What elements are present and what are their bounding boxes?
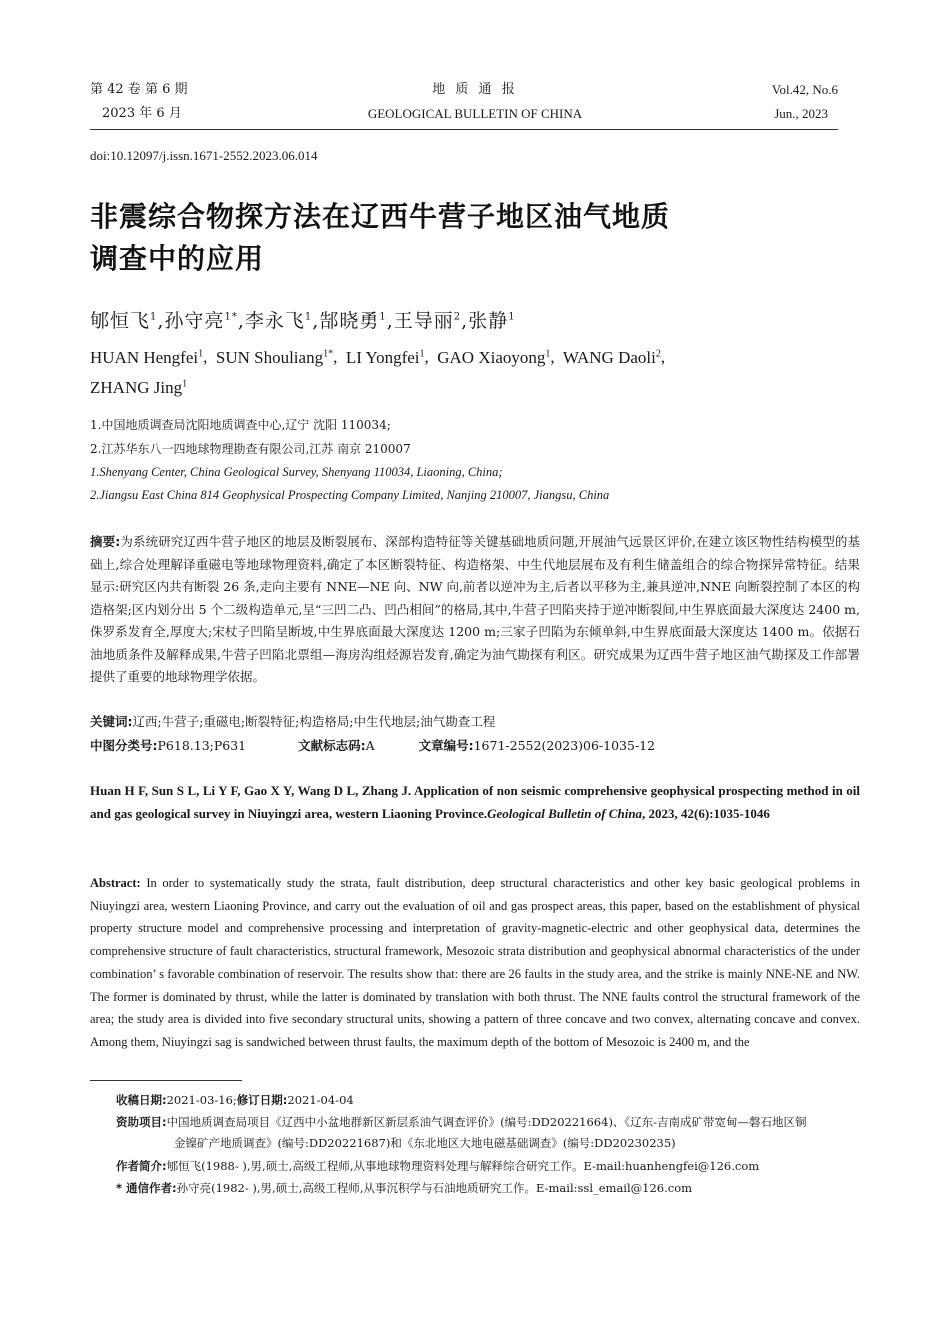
doc-code-label: 文献标志码: [298,738,366,753]
footnote-divider [90,1080,242,1081]
received-value: 2021-03-16; [166,1093,237,1107]
header-volume: 第 42 卷 第 6 期 [90,82,188,97]
author-cn: 李永飞$^1$ [244,310,313,332]
author-bio-label: 作者简介: [116,1159,167,1173]
footnote-corresponding [116,1178,866,1199]
authors-en: HUAN Hengfei$^1$, SUN Shouliang$^{1*}$, LI Yongfei$^1$, GAO Xiaoyong$^1$, WANG Daoli$^2$, ZHANG Jing$^1$ [90,347,666,398]
keywords [90,711,860,734]
funding-line-2: 金镍矿产地质调查》(编号:DD20221687)和《东北地区大地电磁基础调查》(编号:DD20230235) [174,1136,676,1150]
received-label: 收稿日期: [116,1093,167,1107]
doi[interactable]: doi:10.12097/j.issn.1671-2552.2023.06.014 [90,148,318,163]
corresponding-label: * 通信作者: [116,1181,177,1195]
article-id-value: 1671-2552(2023)06-1035-12 [473,738,656,753]
revised-label: 修订日期: [236,1093,288,1107]
citation-text: Huan H F, Sun S L, Li Y F, Gao X Y, Wang D L, Zhang J. Application of non seismic comprehensive geophysical prospecting method in oil and gas geological survey in Niuyingzi area, western Liaoning Province. [90,783,860,821]
author-cn: 王导丽$^2$ [393,310,462,332]
affiliation-en-2: 2.Jiangsu East China 814 Geophysical Prospecting Company Limited, Nanjing 210007, Jiangsu, China [90,488,610,502]
paper-title [90,196,670,280]
title-line-1: 非震综合物探方法在辽西牛营子地区油气地质 [90,200,671,233]
author-cn: 郜晓勇$^1$ [319,310,387,332]
author-cn: 孙守亮$^{1*}$ [164,310,238,332]
citation-tail: , 2023, 42(6):1035-1046 [642,805,770,821]
abstract-en-label: Abstract: [90,876,141,890]
abstract-cn-label: 摘要: [90,534,121,549]
footnote-funding [116,1112,866,1154]
footnote-author [116,1156,866,1177]
authors-cn: 郇恒飞$^1$,孙守亮$^{1*}$,李永飞$^1$,郜晓勇$^1$,王导丽$^2$,张静$^1$ [90,310,516,332]
author-cn: 张静$^1$ [468,310,516,332]
affiliation-cn-2: 2.江苏华东八一四地球物理勘查有限公司,江苏 南京 210007 [90,442,411,456]
clc-value: P618.13;P631 [157,738,247,753]
title-line-2: 调查中的应用 [90,242,265,275]
footnote-dates [116,1090,866,1111]
header-vol-en: Vol.42, No.6 [771,82,838,97]
revised-value: 2021-04-04 [287,1093,354,1107]
funding-line-1: 中国地质调查局项目《辽西中小盆地群新区新层系油气调查评价》(编号:DD20221664)、《辽东-吉南成矿带宽甸—磐石地区铜 [166,1115,807,1129]
header-date-cn: 2023 年 6 月 [102,106,182,121]
author-bio-value: 郇恒飞(1988- ),男,硕士,高级工程师,从事地球物理资料处理与解释综合研究工作。E-mail:huanhengfei@126.com [166,1159,760,1173]
author-en: GAO Xiaoyong$^1$ [437,347,551,367]
corresponding-value: 孙守亮(1982- ),男,硕士,高级工程师,从事沉积学与石油地质研究工作。E-mail:ssl_email@126.com [176,1181,693,1195]
abstract-cn [90,531,860,689]
author-en: WANG Daoli$^2$ [562,347,661,367]
author-en: LI Yongfei$^1$ [345,347,425,367]
funding-label: 资助项目: [116,1115,167,1129]
keywords-text: 辽西;牛营子;重磁电;断裂特征;构造格局;中生代地层;油气勘查工程 [132,714,496,729]
keywords-label: 关键词: [90,714,133,729]
header-journal-cn: 地 质 通 报 [432,82,518,97]
article-id-label: 文章编号: [418,738,474,753]
author-en: ZHANG Jing$^1$ [90,378,188,398]
author-cn: 郇恒飞$^1$ [90,310,158,332]
abstract-en-text: In order to systematically study the strata, fault distribution, deep structural characteristics and other key basic geological problems in Niuyingzi area, western Liaoning Province, and carry out the evaluation of oil and gas prospect areas, this paper, based on the establishment of physical property structure model and comprehensive processing and interpretation of gravity-magnetic-electric and other geophysical data, determines the comprehensive structure of fault characteristics, structural framework, Mesozoic strata distribution and geophysical abnormal characteristics of the under combination’ s favorable combination of reservoir. The results show that: there are 26 faults in the study area, and the strike is mainly NNE-NE and NW. The former is dominated by thrust, while the latter is dominated by translation with both thrust. The NNE faults control the structural framework of the area; the study area is divided into five secondary structural units, showing a pattern of three concave and two convex, alternating concave and convex. Among them, Niuyingzi sag is sandwiched between thrust faults, the maximum depth of the bottom of Mesozoic is 2400 m, and the [90,876,860,1049]
header-divider [90,129,838,130]
abstract-cn-text: 为系统研究辽西牛营子地区的地层及断裂展布、深部构造特征等关键基础地质问题,开展油气远景区评价,在建立该区物性结构模型的基础上,综合处理解译重磁电等地球物理资料,确定了本区断裂特征、构造格架、中生代地层展布及有利生储盖组合的综合物探异常特征。结果显示:研究区内共有断裂 26 条,走向主要有 NNE—NE 向、NW 向,前者以逆冲为主,后者以平移为主,兼具逆冲,NNE 向断裂控制了本区的构造格架;区内划分出 5 个二级构造单元,呈“三凹二凸、凹凸相间”的格局,其中,牛营子凹陷夹持于逆冲断裂间,中生界底面最大深度达 2400 m,侏罗系发育全,厚度大;宋杖子凹陷呈断坡,中生界底面最大深度达 1200 m;三家子凹陷为东倾单斜,中生界底面最大深度达 1400 m。依据石油地质条件及解释成果,牛营子凹陷北票组—海房沟组烃源岩发育,确定为油气勘探有利区。研究成果为辽西牛营子地区油气勘探及工作部署提供了重要的地球物理学依据。 [90,534,861,684]
affiliation-cn-1: 1.中国地质调查局沈阳地质调查中心,辽宁 沈阳 110034; [90,418,391,432]
doc-code-value: A [365,738,375,753]
clc-label: 中图分类号: [90,738,158,753]
citation [90,780,860,825]
affiliation-en-1: 1.Shenyang Center, China Geological Survey, Shenyang 110034, Liaoning, China; [90,465,503,479]
header-date-en: Jun., 2023 [774,106,828,121]
abstract-en [90,872,860,1054]
author-en: SUN Shouliang$^{1*}$ [215,347,334,367]
citation-journal: Geological Bulletin of China [487,805,643,821]
author-en: HUAN Hengfei$^1$ [90,347,204,367]
classification-row [90,735,860,758]
header-journal-en: GEOLOGICAL BULLETIN OF CHINA [367,106,583,121]
